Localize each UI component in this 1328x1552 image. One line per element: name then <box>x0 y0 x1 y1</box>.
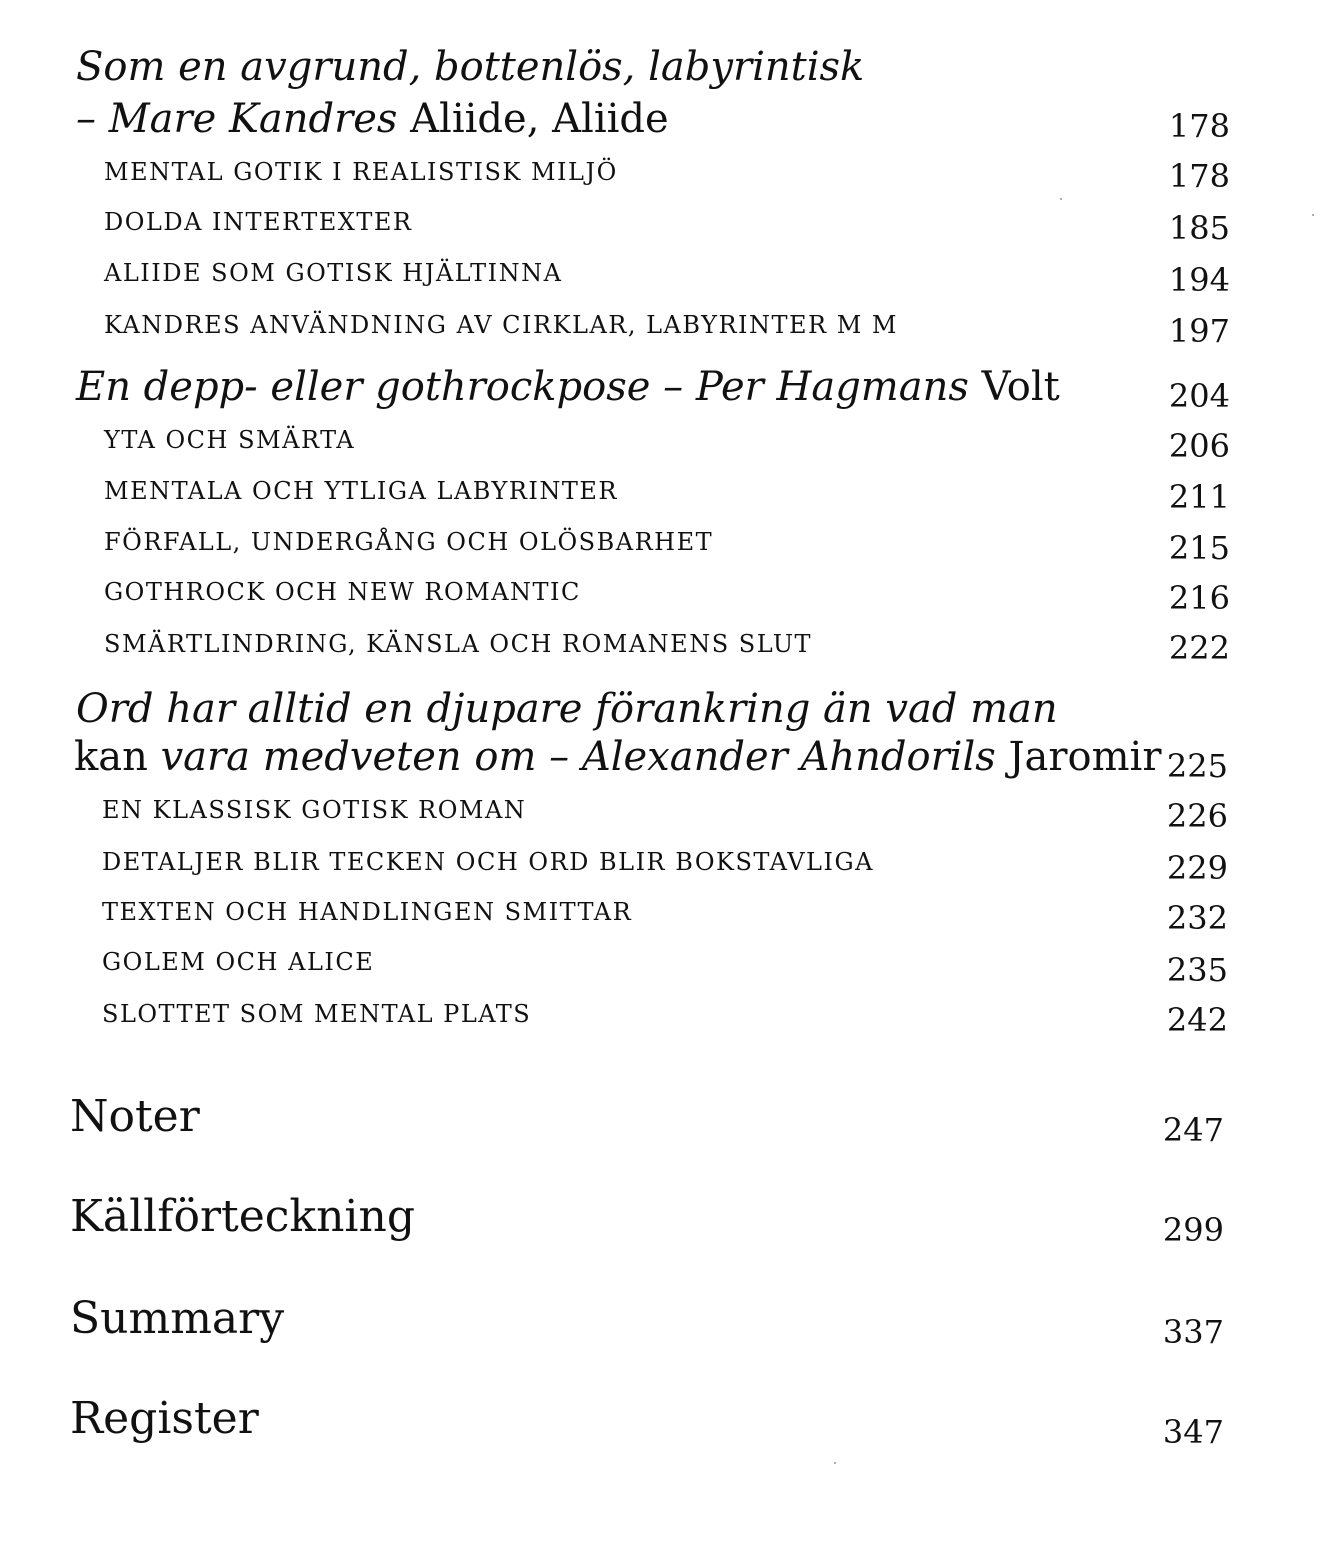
page-number: 347 <box>1162 1413 1224 1451</box>
page-number: 204 <box>1168 377 1230 415</box>
section-title: TEXTEN OCH HANDLINGEN SMITTAR <box>102 898 633 926</box>
section-title: GOTHROCK OCH NEW ROMANTIC <box>104 578 581 606</box>
page-number: 247 <box>1162 1111 1224 1149</box>
page-number: 178 <box>1168 107 1230 145</box>
scan-speck <box>834 1462 836 1464</box>
backmatter-title-noter: Noter <box>70 1091 200 1142</box>
chapter-author: – Mare Kandres <box>76 96 398 142</box>
section-title: GOLEM OCH ALICE <box>102 948 375 976</box>
section-title: MENTAL GOTIK I REALISTISK MILJÖ <box>104 158 618 186</box>
page-number: 194 <box>1168 261 1230 299</box>
page-number: 222 <box>1168 629 1230 667</box>
page-number: 225 <box>1166 747 1228 785</box>
page-number: 242 <box>1166 1001 1228 1039</box>
section-title: ALIIDE SOM GOTISK HJÄLTINNA <box>104 259 563 287</box>
section-title: SLOTTET SOM MENTAL PLATS <box>102 1000 532 1028</box>
backmatter-title-summary: Summary <box>70 1293 285 1344</box>
page-number: 299 <box>1162 1211 1224 1249</box>
chapter-title-line-2 <box>74 734 1161 780</box>
chapter-title-line-1: Ord har alltid en djupare förankring än vad man <box>76 686 1058 732</box>
chapter-title-line-1: Som en avgrund, bottenlös, labyrintisk <box>76 44 865 90</box>
page-number: 197 <box>1168 312 1230 350</box>
section-title: YTA OCH SMÄRTA <box>104 426 356 454</box>
section-title: DETALJER BLIR TECKEN OCH ORD BLIR BOKSTAVLIGA <box>102 848 874 876</box>
section-title: EN KLASSISK GOTISK ROMAN <box>102 796 527 824</box>
backmatter-title-register: Register <box>70 1393 259 1444</box>
section-title: DOLDA INTERTEXTER <box>104 208 413 236</box>
chapter-author: vara medveten om – Alexander Ahndorils <box>160 734 996 780</box>
section-title: MENTALA OCH YTLIGA LABYRINTER <box>104 477 618 505</box>
page-number: 206 <box>1168 427 1230 465</box>
chapter-title <box>76 364 1060 410</box>
page-number: 216 <box>1168 579 1230 617</box>
page-number: 185 <box>1168 209 1230 247</box>
section-title: KANDRES ANVÄNDNING AV CIRKLAR, LABYRINTER M M <box>104 311 899 339</box>
scan-speck <box>1312 214 1314 216</box>
chapter-work: Aliide, Aliide <box>397 96 669 142</box>
chapter-work: Jaromir <box>995 734 1162 780</box>
chapter-title-line-2 <box>76 96 669 142</box>
section-title: FÖRFALL, UNDERGÅNG OCH OLÖSBARHET <box>104 528 714 556</box>
page-number: 235 <box>1166 951 1228 989</box>
page-number: 211 <box>1168 478 1230 516</box>
scan-speck <box>1060 198 1062 200</box>
chapter-title-roman: kan <box>74 734 161 780</box>
page-number: 232 <box>1166 899 1228 937</box>
chapter-work: Volt <box>968 364 1060 410</box>
page-number: 178 <box>1168 157 1230 195</box>
page-number: 229 <box>1166 849 1228 887</box>
backmatter-title-kallforteckning: Källförteckning <box>70 1191 415 1242</box>
chapter-title-italic: En depp- eller gothrockpose – Per Hagmans <box>76 364 969 410</box>
page-number: 215 <box>1168 529 1230 567</box>
page-number: 337 <box>1162 1313 1224 1351</box>
page-number: 226 <box>1166 797 1228 835</box>
section-title: SMÄRTLINDRING, KÄNSLA OCH ROMANENS SLUT <box>104 630 813 658</box>
